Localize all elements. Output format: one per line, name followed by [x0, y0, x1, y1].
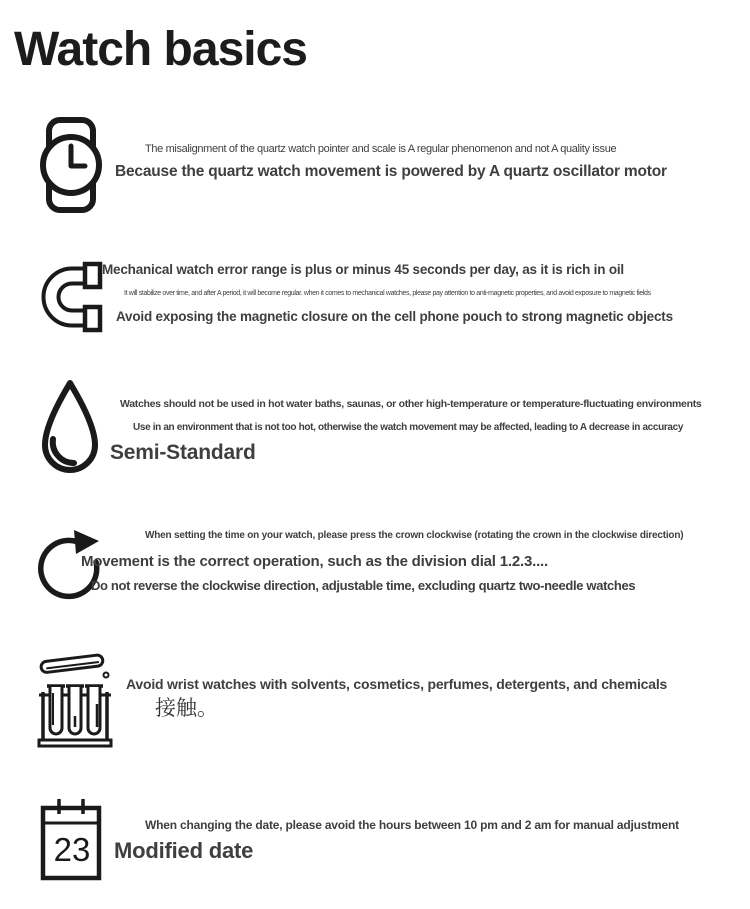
- watch-icon: [38, 115, 104, 215]
- quartz-note-small: The misalignment of the quartz watch pointer and scale is A regular phenomenon and not A quality issue: [145, 143, 617, 155]
- test-tubes-icon: [36, 646, 114, 748]
- temperature-headline: Semi-Standard: [110, 441, 256, 464]
- crown-headline-1: Movement is the correct operation, such as the division dial 1.2.3....: [81, 553, 548, 570]
- quartz-headline: Because the quartz watch movement is powered by A quartz oscillator motor: [115, 163, 667, 180]
- magnet-icon: [36, 260, 106, 334]
- crown-headline-2: Do not reverse the clockwise direction, adjustable time, excluding quartz two-needle watches: [91, 578, 636, 593]
- magnet-headline-1: Mechanical watch error range is plus or minus 45 seconds per day, as it is rich in oil: [102, 262, 624, 277]
- temperature-note-1: Watches should not be used in hot water baths, saunas, or other high-temperature or temperature-fluctuating environments: [120, 398, 702, 410]
- water-drop-icon: [38, 376, 102, 478]
- magnet-headline-2: Avoid exposing the magnetic closure on the cell phone pouch to strong magnetic objects: [116, 309, 673, 324]
- crown-note-small: When setting the time on your watch, please press the crown clockwise (rotating the crown in the clockwise direction): [145, 530, 684, 541]
- temperature-note-2: Use in an environment that is not too hot, otherwise the watch movement may be affected, leading to A decrease in accuracy: [133, 422, 684, 433]
- date-headline: Modified date: [114, 838, 254, 863]
- date-note-small: When changing the date, please avoid the hours between 10 pm and 2 am for manual adjustment: [145, 818, 679, 832]
- page-title: Watch basics: [14, 23, 307, 76]
- chemicals-cjk-text: 接触。: [155, 697, 218, 720]
- calendar-day-number: 23: [53, 831, 91, 868]
- magnet-note-small: It will stabilize over time, and after A period, it will become regular. when it comes to mechanical watches, please pay attention to anti-magnetic properties, and avoid exposure to magnetic fields: [124, 290, 651, 297]
- chemicals-headline: Avoid wrist watches with solvents, cosmetics, perfumes, detergents, and chemicals: [126, 676, 668, 692]
